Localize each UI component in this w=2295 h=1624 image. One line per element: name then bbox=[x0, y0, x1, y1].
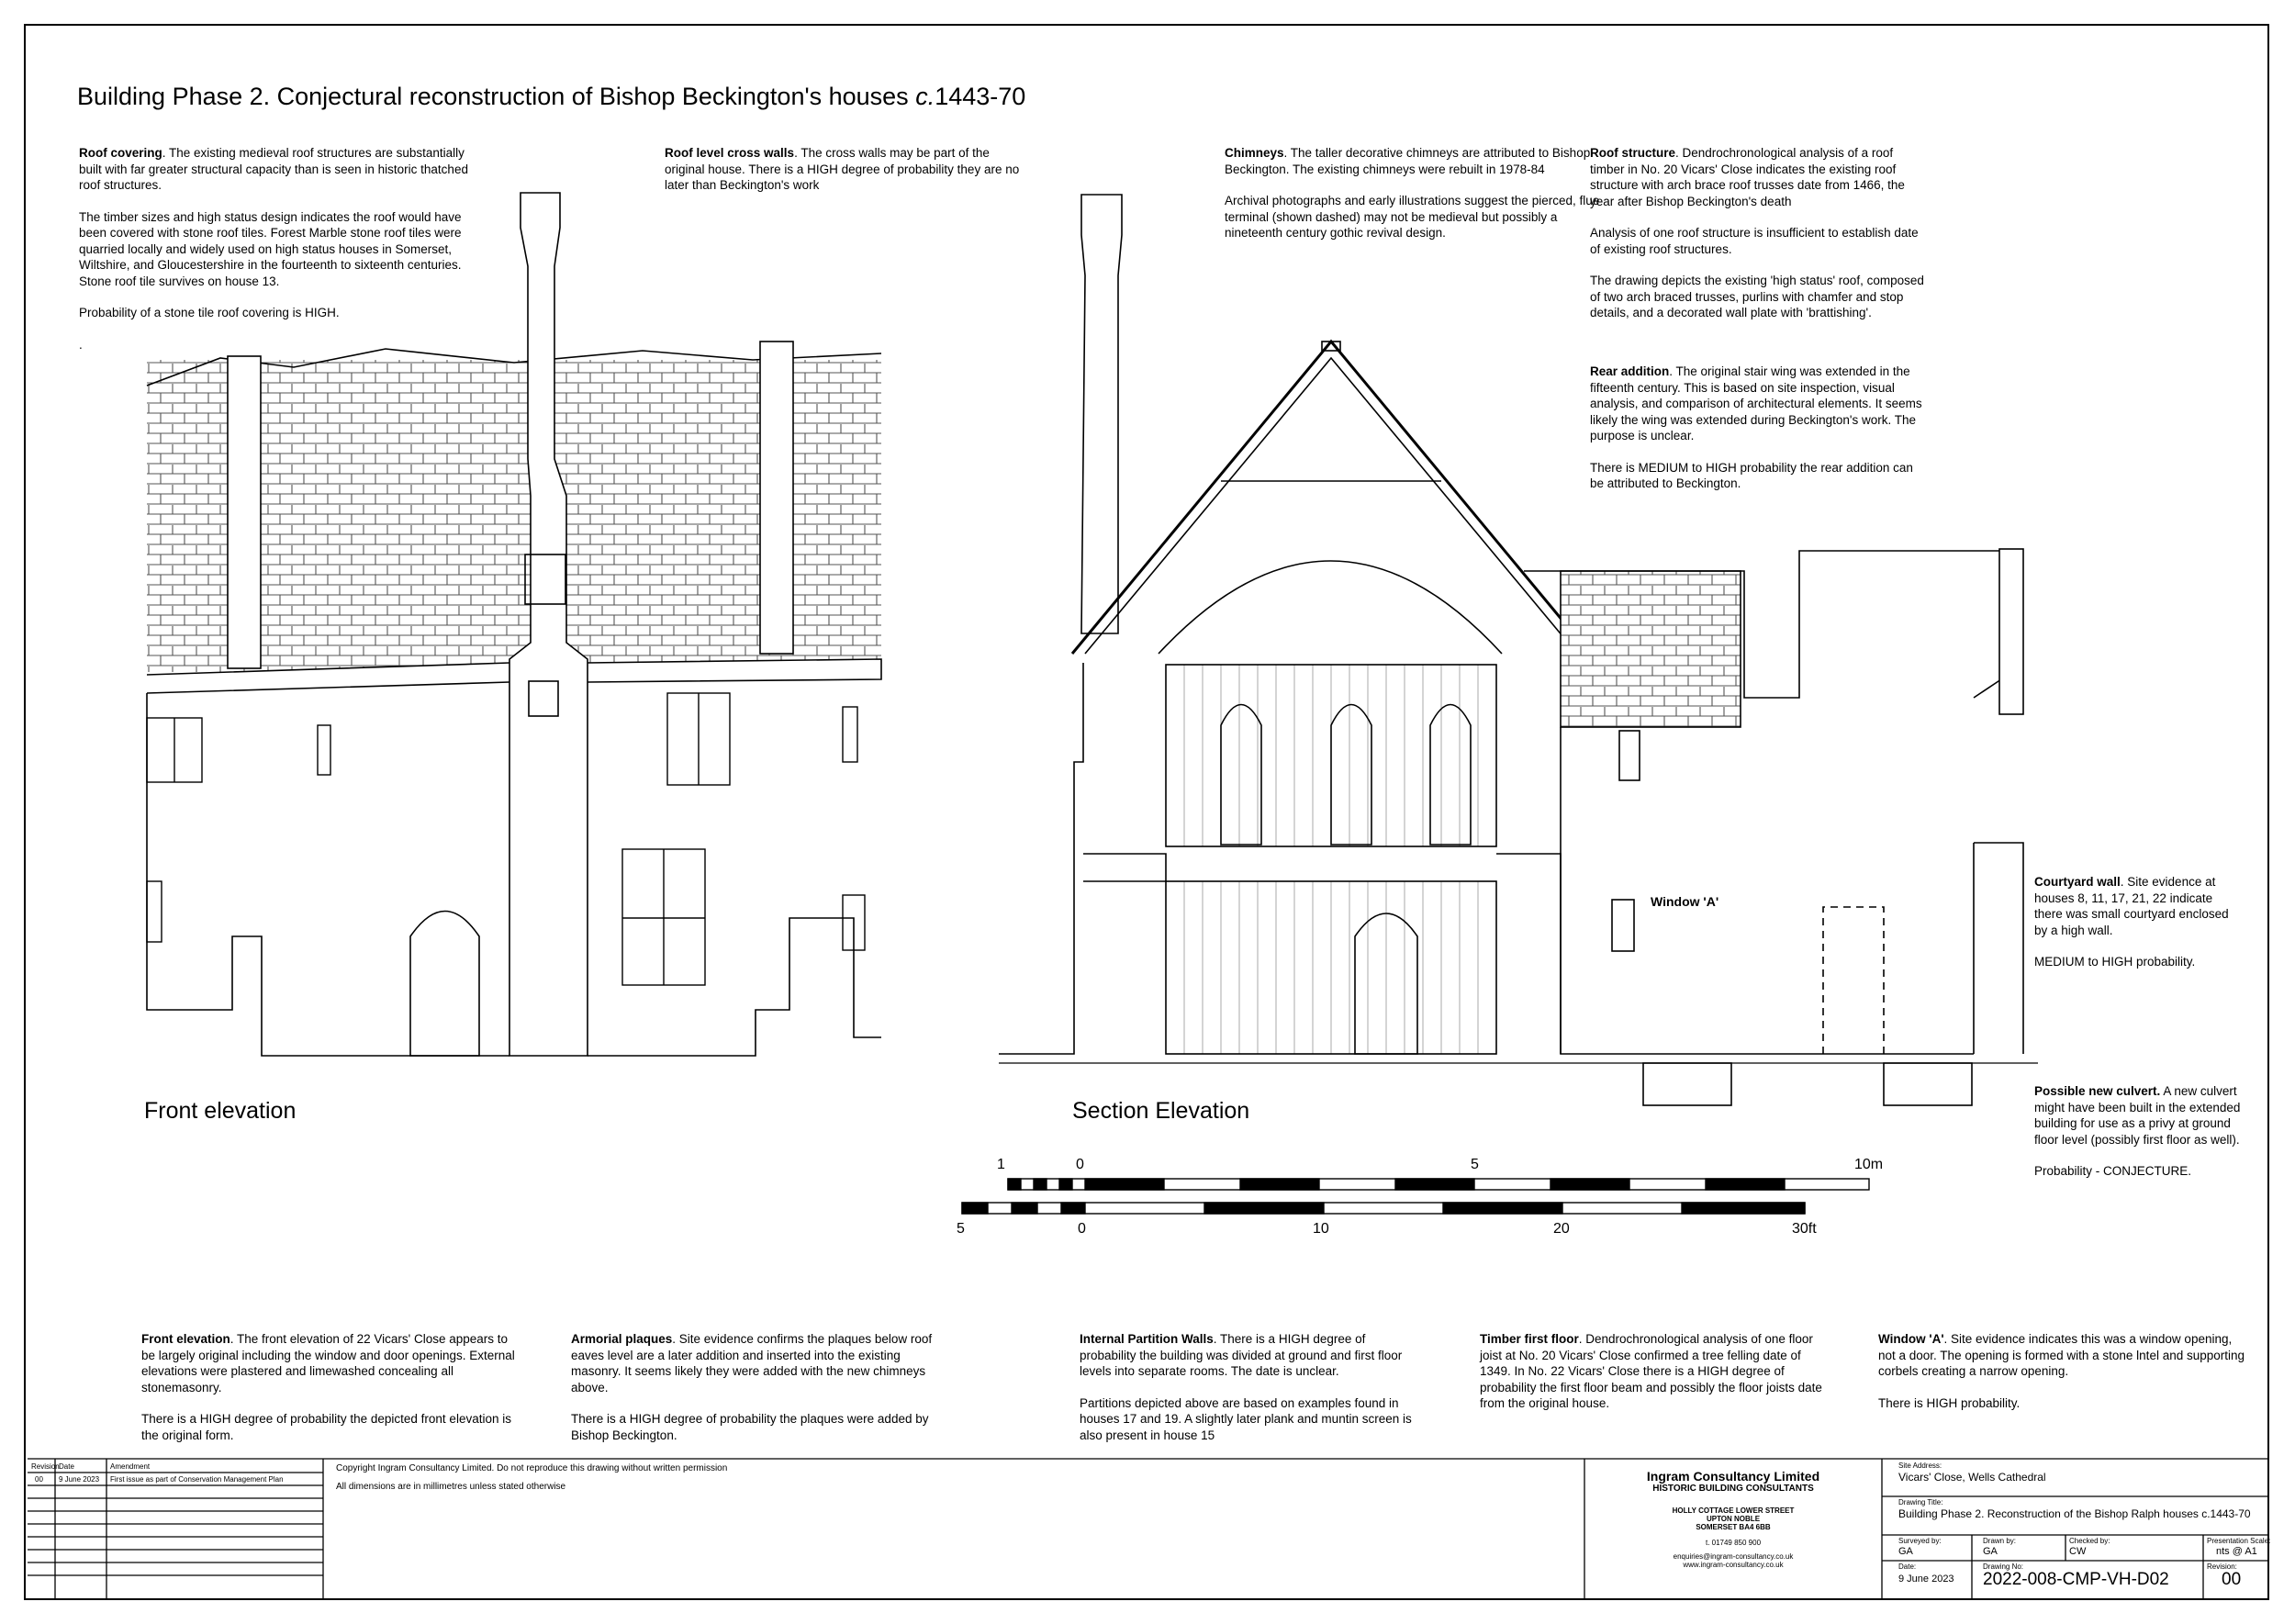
drawing-number-label: Drawing No: bbox=[1983, 1562, 2024, 1571]
date-value: 9 June 2023 bbox=[1898, 1574, 1954, 1585]
rear-roof-tiles bbox=[1561, 571, 1741, 727]
note-text: Analysis of one roof structure is insufficient to establish date of existing roof structures. bbox=[1590, 226, 1919, 256]
front-windows bbox=[147, 693, 865, 985]
scale-label-ft: 20 bbox=[1553, 1221, 1570, 1237]
drawing-title-label: Drawing Title: bbox=[1898, 1498, 1943, 1506]
note-heading: Window 'A' bbox=[1878, 1332, 1944, 1346]
note-heading: Roof structure bbox=[1590, 146, 1676, 160]
drawing-number: 2022-008-CMP-VH-D02 bbox=[1983, 1570, 2169, 1589]
checked-value: CW bbox=[2069, 1546, 2087, 1557]
note-text: . Site evidence indicates this was a window opening, not a door. The opening is formed with a stone lntel and supporting corbels creating a narrow opening. bbox=[1878, 1332, 2245, 1378]
note-heading: Armorial plaques bbox=[571, 1332, 673, 1346]
dimensions-note: All dimensions are in millimetres unless stated otherwise bbox=[336, 1482, 566, 1492]
note-heading: Rear addition bbox=[1590, 364, 1670, 378]
note-text: Probability - CONJECTURE. bbox=[2034, 1164, 2192, 1178]
cross-wall-left bbox=[228, 356, 261, 668]
scale-label-m: 1 bbox=[997, 1157, 1005, 1172]
rev-date: 9 June 2023 bbox=[59, 1475, 100, 1484]
front-elevation-caption: Front elevation bbox=[144, 1098, 297, 1124]
company-block bbox=[1597, 1469, 1869, 1569]
section-elevation bbox=[999, 195, 2038, 1105]
lower-partition bbox=[1166, 881, 1496, 1054]
section-gable bbox=[1072, 342, 1590, 654]
note-text: Archival photographs and early illustrations suggest the pierced, flue terminal (shown dashed) may not be medieval but possibly a nineteenth century gothic revival design. bbox=[1225, 194, 1600, 240]
note-text: . Dendrochronological analysis of a roof timber in No. 20 Vicars' Close indicates the existing roof structure with arch brace roof trusses date from 1466, the year after Bishop Beckington's death bbox=[1590, 146, 1905, 208]
date-header: Date bbox=[59, 1462, 74, 1471]
note-heading: Roof level cross walls bbox=[665, 146, 795, 160]
rev-amendment: First issue as part of Conservation Management Plan bbox=[110, 1475, 284, 1484]
note-text: The timber sizes and high status design indicates the roof would have been covered with stone roof tiles. Forest Marble stone roof tiles were quarried locally and widely used on high status houses in Somerset, Wiltshire, and Gloucestershire in the fourteenth to sixteenth centuries. Stone roof tile survives on house 13. bbox=[79, 209, 462, 288]
note-heading: Chimneys bbox=[1225, 146, 1284, 160]
note-heading: Front elevation bbox=[141, 1332, 230, 1346]
note-heading: Roof covering bbox=[79, 146, 162, 160]
revision-label: Revision: bbox=[2207, 1562, 2237, 1571]
surveyed-value: GA bbox=[1898, 1546, 1913, 1557]
scale-value: nts @ A1 bbox=[2216, 1546, 2257, 1557]
note-text: . The front elevation of 22 Vicars' Close appears to be largely original including the window and door openings. External elevations were plastered and limewashed concealing all stonemasonry. bbox=[141, 1332, 515, 1394]
front-door bbox=[410, 912, 479, 1057]
note-text: . The original stair wing was extended in the fifteenth century. This is based on site inspection, visual analysis, and comparison of architectural elements. It seems likely the wing was extended during Beckington's work. The purpose is unclear. bbox=[1590, 364, 1922, 442]
note-heading: Timber first floor bbox=[1480, 1332, 1579, 1346]
drawing-title: Building Phase 2. Reconstruction of the Bishop Ralph houses c.1443-70 bbox=[1898, 1507, 2251, 1520]
note-text: . The existing medieval roof structures are substantially built with far greater structural capacity than is seen in historic thatched roof structures. bbox=[79, 146, 468, 192]
note-heading: Courtyard wall bbox=[2034, 875, 2121, 889]
copyright-text: Copyright Ingram Consultancy Limited. Do not reproduce this drawing without written permission bbox=[336, 1463, 728, 1473]
company-address: UPTON NOBLE bbox=[1706, 1515, 1761, 1523]
note-text: . Site evidence at houses 8, 11, 17, 21, 22 indicate there was small courtyard enclosed by a high wall. bbox=[2034, 875, 2229, 937]
scale-label-ft: 0 bbox=[1078, 1221, 1086, 1237]
scale-label-ft: 30ft bbox=[1792, 1221, 1817, 1237]
company-phone: t. 01749 850 900 bbox=[1705, 1539, 1762, 1547]
note-text: . The cross walls may be part of the original house. There is a HIGH degree of probability they are no later than Beckington's work bbox=[665, 146, 1020, 192]
note-heading: Internal Partition Walls bbox=[1080, 1332, 1214, 1346]
revision-value: 00 bbox=[2222, 1570, 2242, 1589]
front-elevation bbox=[147, 193, 881, 1056]
company-email[interactable]: enquiries@ingram-consultancy.co.uk bbox=[1673, 1552, 1794, 1561]
note-text: . Site evidence confirms the plaques below roof eaves level are a later addition and inserted into the existing masonry. It seems likely they were added with the new chimneys above. bbox=[571, 1332, 933, 1394]
scale-label-m: 10m bbox=[1854, 1157, 1884, 1172]
company-name: Ingram Consultancy Limited bbox=[1646, 1469, 1820, 1484]
surveyed-label: Surveyed by: bbox=[1898, 1537, 1942, 1545]
culvert-footing-left bbox=[1643, 1063, 1731, 1105]
scale-bar-feet bbox=[962, 1203, 1805, 1214]
note-text: Partitions depicted above are based on examples found in houses 17 and 19. A slightly later plank and muntin screen is also present in house 15 bbox=[1080, 1395, 1412, 1442]
note-text: There is a HIGH degree of probability the depicted front elevation is the original form. bbox=[141, 1412, 511, 1442]
section-gable-inner bbox=[1085, 358, 1577, 654]
note-heading: Possible new culvert. bbox=[2034, 1084, 2161, 1098]
rear-gable-end bbox=[1999, 549, 2023, 714]
window-a bbox=[1612, 900, 1634, 951]
title-year: 1443-70 bbox=[935, 83, 1026, 110]
note-text: . The taller decorative chimneys are attributed to Bishop Beckington. The existing chimneys were rebuilt in 1978-84 bbox=[1225, 146, 1591, 176]
company-website[interactable]: www.ingram-consultancy.co.uk bbox=[1683, 1561, 1784, 1569]
note-text: There is MEDIUM to HIGH probability the rear addition can be attributed to Beckington. bbox=[1590, 460, 1913, 490]
culvert-footing-right bbox=[1884, 1063, 1972, 1105]
note-text: There is a HIGH degree of probability the plaques were added by Bishop Beckington. bbox=[571, 1412, 929, 1442]
note-text: A new culvert might have been built in the extended building for use as a privy at ground floor level (possibly first floor as well). bbox=[2034, 1084, 2241, 1147]
rear-wall bbox=[1561, 727, 2023, 1054]
checked-label: Checked by: bbox=[2069, 1537, 2110, 1545]
scale-label-ft: 5 bbox=[957, 1221, 965, 1237]
culvert-opening bbox=[1823, 907, 1884, 1054]
note-text: MEDIUM to HIGH probability. bbox=[2034, 955, 2196, 969]
company-address: SOMERSET BA4 6BB bbox=[1696, 1523, 1771, 1531]
title-italic: c. bbox=[915, 83, 935, 110]
note-text: . There is a HIGH degree of probability the building was divided at ground and first floor levels into separate rooms. The date is unclear. bbox=[1080, 1332, 1403, 1378]
drawn-label: Drawn by: bbox=[1983, 1537, 2017, 1545]
window-a-label: Window 'A' bbox=[1651, 894, 1719, 909]
section-elevation-caption: Section Elevation bbox=[1072, 1098, 1250, 1124]
note-text: The drawing depicts the existing 'high status' roof, composed of two arch braced trusses, purlins with chamfer and stop details, and a decorated wall plate with 'brattishing'. bbox=[1590, 274, 1924, 319]
rev-value: 00 bbox=[35, 1475, 43, 1484]
scale-label-m: 0 bbox=[1076, 1157, 1084, 1172]
scale-label-m: 5 bbox=[1471, 1157, 1479, 1172]
amendment-header: Amendment bbox=[110, 1462, 151, 1471]
site-label: Site Address: bbox=[1898, 1462, 1942, 1470]
note-text: . Dendrochronological analysis of one floor joist at No. 20 Vicars' Close confirmed a tree felling date of 1349. In No. 22 Vicars' Close there is a HIGH degree of probability the first floor beam and possibly the floor joists date from the original house. bbox=[1480, 1332, 1822, 1410]
note-text: There is HIGH probability. bbox=[1878, 1395, 2021, 1410]
date-label: Date: bbox=[1898, 1562, 1917, 1571]
rev-header: Revision bbox=[31, 1462, 60, 1471]
drawn-value: GA bbox=[1983, 1546, 1998, 1557]
title-text: Building Phase 2. Conjectural reconstruction of Bishop Beckington's houses bbox=[77, 83, 916, 110]
scale-label: Presentation Scale: bbox=[2207, 1537, 2271, 1545]
upper-rear-window bbox=[1619, 731, 1640, 780]
note-dot: . bbox=[79, 337, 83, 352]
site-address: Vicars' Close, Wells Cathedral bbox=[1898, 1471, 2046, 1484]
company-subtitle: HISTORIC BUILDING CONSULTANTS bbox=[1652, 1484, 1814, 1494]
scale-label-ft: 10 bbox=[1313, 1221, 1329, 1237]
roof-arch-brace bbox=[1159, 561, 1502, 654]
scale-bar-metres bbox=[1008, 1179, 1869, 1190]
cross-wall-right bbox=[760, 342, 793, 654]
company-address: HOLLY COTTAGE LOWER STREET bbox=[1672, 1506, 1795, 1515]
section-chimney bbox=[1081, 195, 1122, 633]
note-text: Probability of a stone tile roof covering is HIGH. bbox=[79, 306, 340, 319]
